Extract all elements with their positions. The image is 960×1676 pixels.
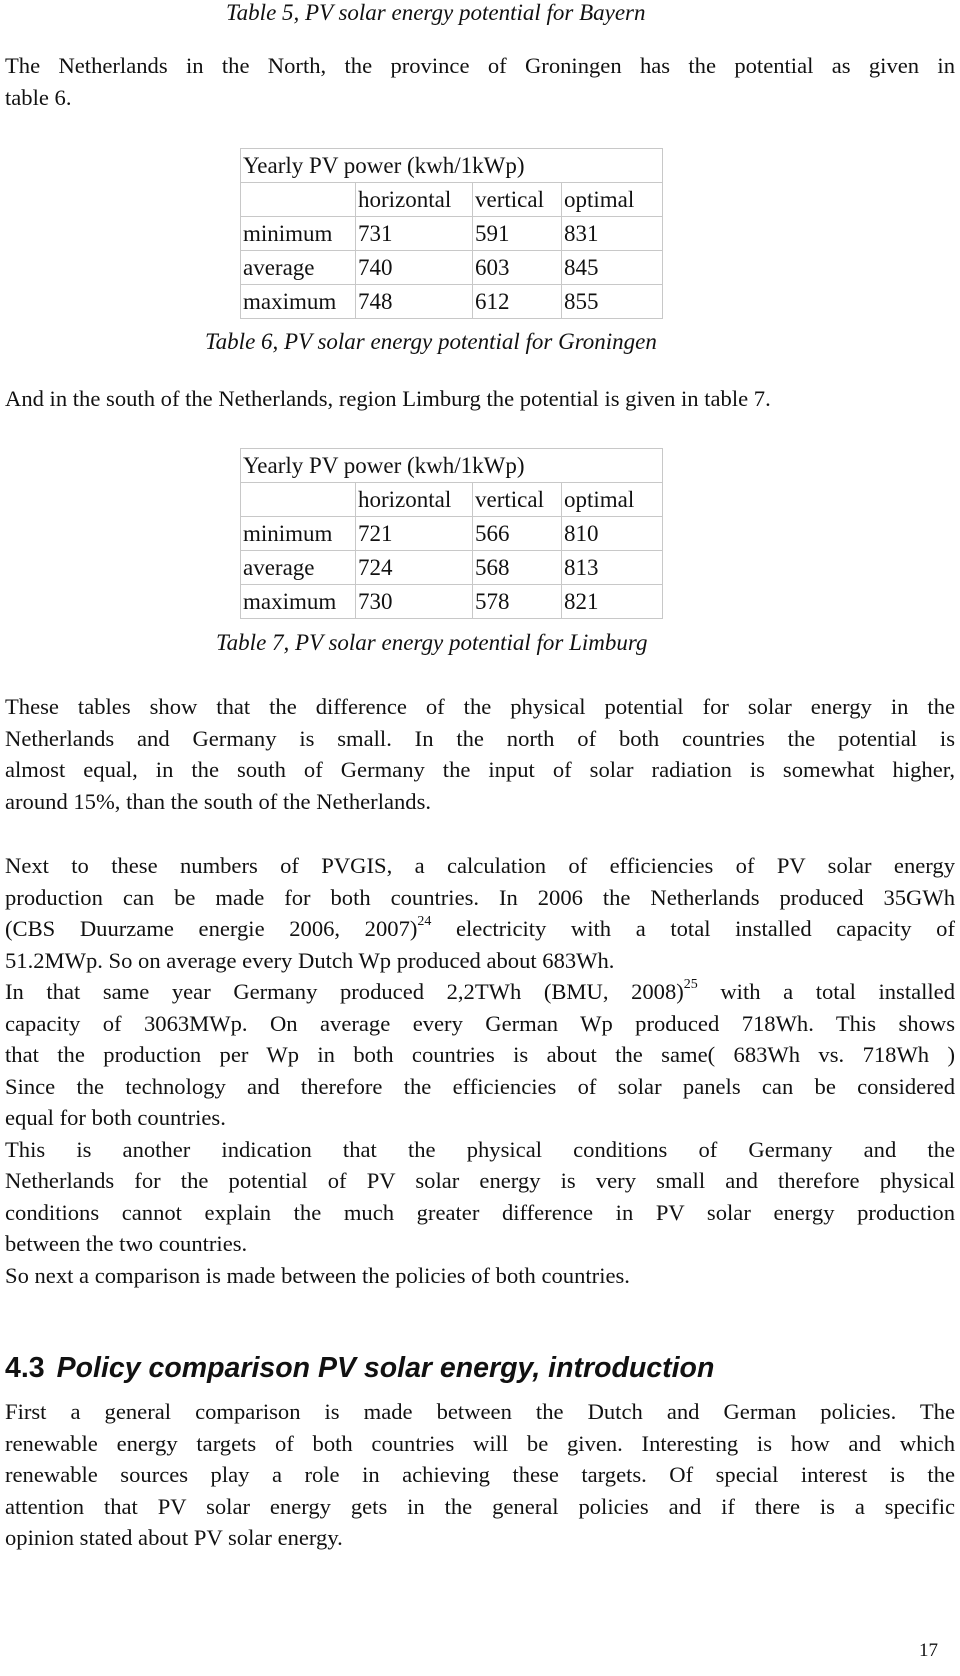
table-cell: 845 [562, 251, 663, 285]
table-cell: 855 [562, 285, 663, 319]
table-cell: 730 [356, 585, 473, 619]
table6-caption: Table 6, PV solar energy potential for Groningen [205, 329, 657, 354]
table-cell: 748 [356, 285, 473, 319]
row-label: maximum [241, 585, 356, 619]
text-line: equal for both countries. [5, 1105, 226, 1130]
text-fragment: electricity with a total installed capacity of [431, 916, 955, 941]
table-cell: 724 [356, 551, 473, 585]
text-line: between the two countries. [5, 1231, 248, 1256]
text-fragment: with a total installed [697, 979, 955, 1004]
table-cell: 810 [562, 517, 663, 551]
text-line: table 6. [5, 84, 72, 110]
table-row [241, 285, 663, 319]
text-line [5, 913, 955, 945]
row-label: average [241, 251, 356, 285]
page-number: 17 [919, 1640, 938, 1661]
footnote-ref-24[interactable]: 24 [417, 914, 432, 930]
text-line: around 15%, than the south of the Netherlands. [5, 788, 432, 814]
column-header: optimal [562, 483, 663, 517]
column-header: horizontal [356, 183, 473, 217]
table-cell: 568 [473, 551, 562, 585]
table-cell: 578 [473, 585, 562, 619]
text-fragment: In that same year Germany produced 2,2TWh (BMU, 2008) [5, 979, 684, 1004]
intro-groningen-paragraph [5, 50, 955, 113]
intro-limburg-paragraph [5, 383, 955, 415]
section-title: Policy comparison PV solar energy, introduction [56, 1352, 715, 1384]
text-line: Netherlands and Germany is small. In the north of both countries the potential is [5, 725, 955, 751]
table-row [241, 183, 663, 217]
text-line: capacity of 3063MWp. On average every German Wp produced 718Wh. This shows [5, 1010, 955, 1036]
footnote-ref-25[interactable]: 25 [683, 977, 698, 993]
text-line: First a general comparison is made between the Dutch and German policies. The [5, 1399, 955, 1424]
table-cell: 591 [473, 217, 562, 251]
row-label: average [241, 551, 356, 585]
text-fragment: (CBS Duurzame energie 2006, 2007) [5, 916, 418, 941]
table-cell [241, 483, 356, 517]
text-line: almost equal, in the south of Germany the input of solar radiation is somewhat higher, [5, 757, 955, 782]
table-row [241, 483, 663, 517]
text-line: renewable sources play a role in achieving these targets. Of special interest is the [5, 1462, 955, 1487]
text-line: Next to these numbers of PVGIS, a calculation of efficiencies of PV solar energy [5, 853, 955, 878]
pvgis-paragraph [5, 850, 955, 1291]
text-line: And in the south of the Netherlands, region Limburg the potential is given in table 7. [5, 386, 771, 411]
table5-caption: Table 5, PV solar energy potential for Bayern [226, 0, 646, 25]
row-label: minimum [241, 217, 356, 251]
table7-caption: Table 7, PV solar energy potential for Limburg [216, 630, 648, 655]
table-row [241, 585, 663, 619]
table-header: Yearly PV power (kwh/1kWp) [241, 449, 663, 483]
table-limburg [240, 448, 663, 619]
table-cell: 612 [473, 285, 562, 319]
table-groningen [240, 148, 663, 319]
table-cell: 740 [356, 251, 473, 285]
table-cell: 721 [356, 517, 473, 551]
text-line: So next a comparison is made between the policies of both countries. [5, 1262, 630, 1288]
table-cell: 603 [473, 251, 562, 285]
column-header: vertical [473, 483, 562, 517]
table-cell: 566 [473, 517, 562, 551]
text-line: attention that PV solar energy gets in the general policies and if there is a specific [5, 1493, 955, 1519]
text-line: Netherlands for the potential of PV solar energy is very small and therefore physical [5, 1168, 955, 1193]
row-label: minimum [241, 517, 356, 551]
text-line: These tables show that the difference of the physical potential for solar energy in the [5, 694, 955, 719]
policy-paragraph [5, 1396, 955, 1554]
section-heading [5, 1352, 714, 1385]
table-cell: 821 [562, 585, 663, 619]
text-line [5, 976, 955, 1008]
table-row [241, 251, 663, 285]
table-row [241, 517, 663, 551]
text-line: 51.2MWp. So on average every Dutch Wp produced about 683Wh. [5, 947, 615, 973]
table-row [241, 551, 663, 585]
column-header: vertical [473, 183, 562, 217]
text-line: renewable energy targets of both countries will be given. Interesting is how and which [5, 1430, 955, 1456]
table-row [241, 217, 663, 251]
text-line: conditions cannot explain the much greater difference in PV solar energy production [5, 1199, 955, 1225]
table-cell: 731 [356, 217, 473, 251]
text-line: opinion stated about PV solar energy. [5, 1525, 343, 1550]
comparison-paragraph [5, 691, 955, 817]
column-header: optimal [562, 183, 663, 217]
section-number: 4.3 [5, 1352, 45, 1384]
table-cell: 831 [562, 217, 663, 251]
table-header: Yearly PV power (kwh/1kWp) [241, 149, 663, 183]
table-cell: 813 [562, 551, 663, 585]
text-line: The Netherlands in the North, the province of Groningen has the potential as given in [5, 53, 955, 78]
text-line: production can be made for both countries. In 2006 the Netherlands produced 35GWh [5, 884, 955, 910]
text-line: Since the technology and therefore the efficiencies of solar panels can be considered [5, 1073, 955, 1099]
column-header: horizontal [356, 483, 473, 517]
text-line: that the production per Wp in both countries is about the same( 683Wh vs. 718Wh ) [5, 1042, 955, 1067]
text-line: This is another indication that the physical conditions of Germany and the [5, 1136, 955, 1162]
row-label: maximum [241, 285, 356, 319]
table-cell [241, 183, 356, 217]
